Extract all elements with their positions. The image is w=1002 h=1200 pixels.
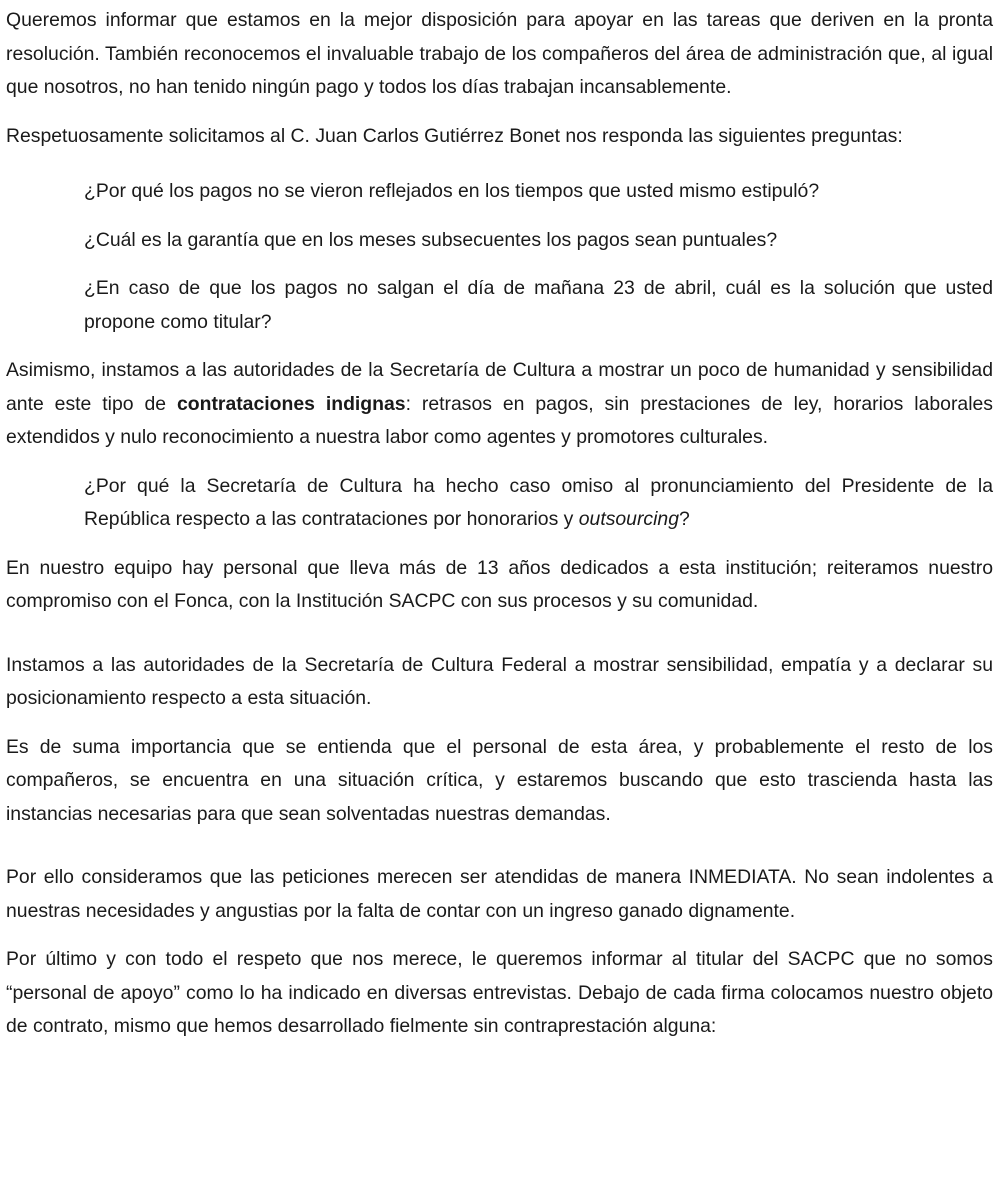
question-outsourcing <box>6 470 993 537</box>
question-payments-guarantee: ¿Cuál es la garantía que en los meses subsecuentes los pagos sean puntuales? <box>84 228 778 251</box>
italic-text-outsourcing: outsourcing <box>578 508 679 530</box>
bold-text-contrataciones-indignas: contrataciones indignas <box>176 392 406 415</box>
question-payments-solution: ¿En caso de que los pagos no salgan el día de mañana 23 de abril, cuál es la solución que usted propone como titular? <box>84 277 993 333</box>
paragraph-request: Respetuosamente solicitamos al C. Juan Carlos Gutiérrez Bonet nos responda las siguientes preguntas: <box>6 124 903 147</box>
paragraph-immediate-attention: Por ello consideramos que las peticiones merecen ser atendidas de manera INMEDIATA. No sean indolentes a nuestras necesidades y angustias por la falta de contar con un ingreso ganado dignamente. <box>6 866 993 922</box>
text-segment: ? <box>679 508 690 530</box>
paragraph-critical-situation: Es de suma importancia que se entienda que el personal de esta área, y probablemente el resto de los compañeros, se encuentra en una situación crítica, y estaremos buscando que esto trascienda hasta las instancias necesarias para que sean solventadas nuestras demandas. <box>6 735 993 825</box>
text-segment: Asimismo, instamos a las autoridades de la Secretaría de Cultura a mostrar un poco de humanidad y sensibilidad ante este tipo de <box>6 359 993 415</box>
paragraph-team-commitment: En nuestro equipo hay personal que lleva más de 13 años dedicados a esta institución; reiteramos nuestro compromiso con el Fonca, con la Institución SACPC con sus procesos y su comunidad. <box>6 556 993 612</box>
paragraph-authorities-humanity <box>6 354 993 455</box>
text-segment: : retrasos en pagos, sin prestaciones de ley, horarios laborales extendidos y nulo reconocimiento a nuestra labor como agentes y promotores culturales. <box>6 392 993 448</box>
paragraph-federal-authorities: Instamos a las autoridades de la Secretaría de Cultura Federal a mostrar sensibilidad, empatía y a declarar su posicionamiento respecto a esta situación. <box>6 653 993 709</box>
text-segment: ¿Por qué la Secretaría de Cultura ha hecho caso omiso al pronunciamiento del Presidente de la República respecto a las contrataciones por honorarios y <box>84 474 993 530</box>
paragraph-not-support-staff: Por último y con todo el respeto que nos merece, le queremos informar al titular del SACPC que no somos “personal de apoyo” como lo ha indicado en diversas entrevistas. Debajo de cada firma colocamos nuestro objeto de contrato, mismo que hemos desarrollado fielmente sin contraprestación alguna: <box>6 948 993 1037</box>
question-payments-timing: ¿Por qué los pagos no se vieron reflejados en los tiempos que usted mismo estipuló? <box>84 180 820 202</box>
paragraph-support: Queremos informar que estamos en la mejor disposición para apoyar en las tareas que deriven en la pronta resolución. También reconocemos el invaluable trabajo de los compañeros del área de administración que, al igual que nosotros, no han tenido ningún pago y todos los días trabajan incansablemente. <box>6 9 993 98</box>
